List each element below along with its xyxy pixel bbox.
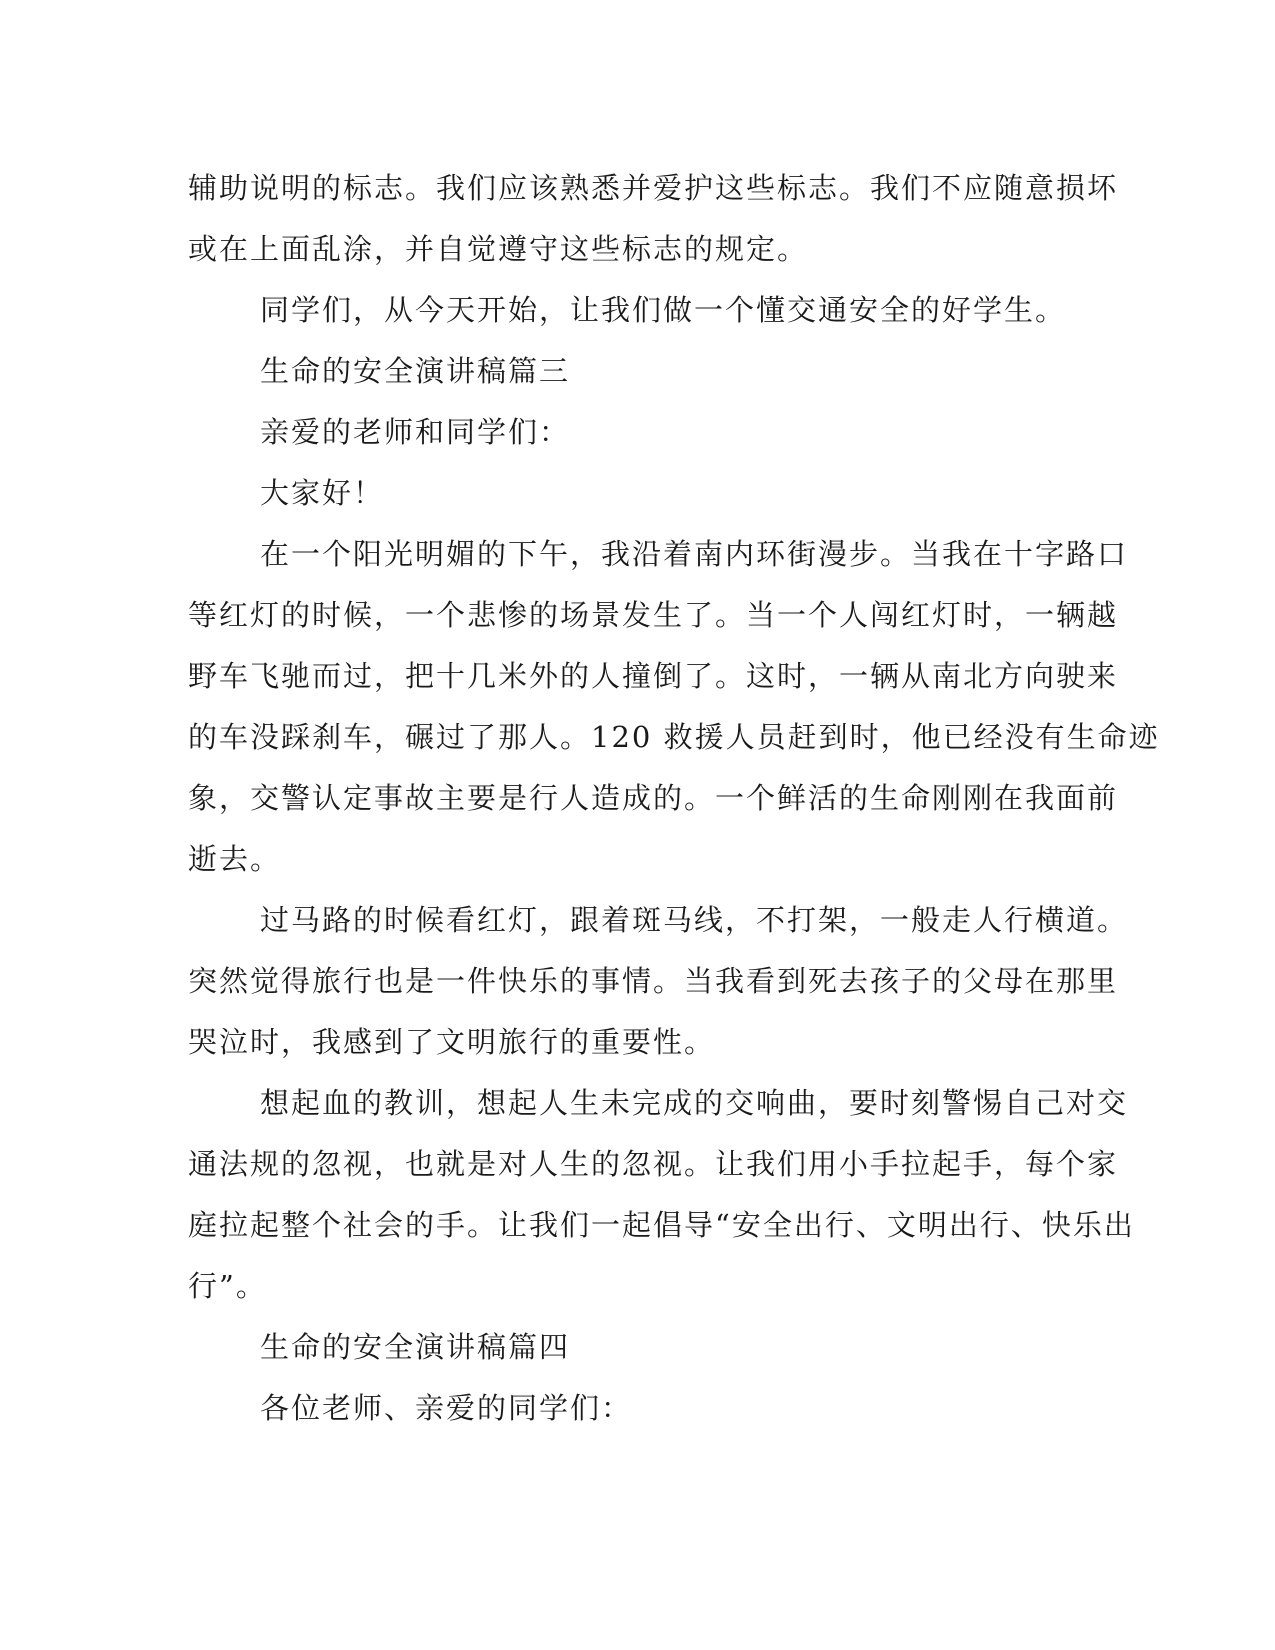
paragraph-line: 过马路的时候看红灯，跟着斑马线，不打架，一般走人行横道。	[260, 903, 1129, 937]
section-heading: 生命的安全演讲稿篇四	[260, 1330, 571, 1364]
paragraph-line: 想起血的教训，想起人生未完成的交响曲，要时刻警惕自己对交	[260, 1086, 1129, 1120]
greeting: 大家好！	[260, 476, 385, 510]
text-line: 通法规的忽视，也就是对人生的忽视。让我们用小手拉起手，每个家	[188, 1147, 1119, 1181]
section-heading: 生命的安全演讲稿篇三	[260, 354, 571, 388]
text-line: 哭泣时，我感到了文明旅行的重要性。	[188, 1025, 716, 1059]
salutation: 亲爱的老师和同学们：	[260, 415, 571, 449]
document-body	[188, 158, 1160, 1439]
text-line: 的车没踩刹车，碾过了那人。120 救援人员赶到时，他已经没有生命迹	[188, 720, 1160, 754]
text-line: 庭拉起整个社会的手。让我们一起倡导“安全出行、文明出行、快乐出	[188, 1208, 1135, 1242]
salutation: 各位老师、亲爱的同学们：	[260, 1391, 633, 1425]
text-line: 象，交警认定事故主要是行人造成的。一个鲜活的生命刚刚在我面前	[188, 781, 1119, 815]
text-line: 行”。	[188, 1269, 267, 1303]
text-line: 辅助说明的标志。我们应该熟悉并爱护这些标志。我们不应随意损坏	[188, 171, 1119, 205]
text-line: 等红灯的时候，一个悲惨的场景发生了。当一个人闯红灯时，一辆越	[188, 598, 1119, 632]
text-line: 野车飞驰而过，把十几米外的人撞倒了。这时，一辆从南北方向驶来	[188, 659, 1119, 693]
text-line: 逝去。	[188, 842, 282, 876]
text-line: 或在上面乱涂，并自觉遵守这些标志的规定。	[188, 232, 809, 266]
text-line: 突然觉得旅行也是一件快乐的事情。当我看到死去孩子的父母在那里	[188, 964, 1119, 998]
paragraph-line: 在一个阳光明媚的下午，我沿着南内环街漫步。当我在十字路口	[260, 537, 1129, 571]
paragraph-line: 同学们，从今天开始，让我们做一个懂交通安全的好学生。	[260, 293, 1067, 327]
